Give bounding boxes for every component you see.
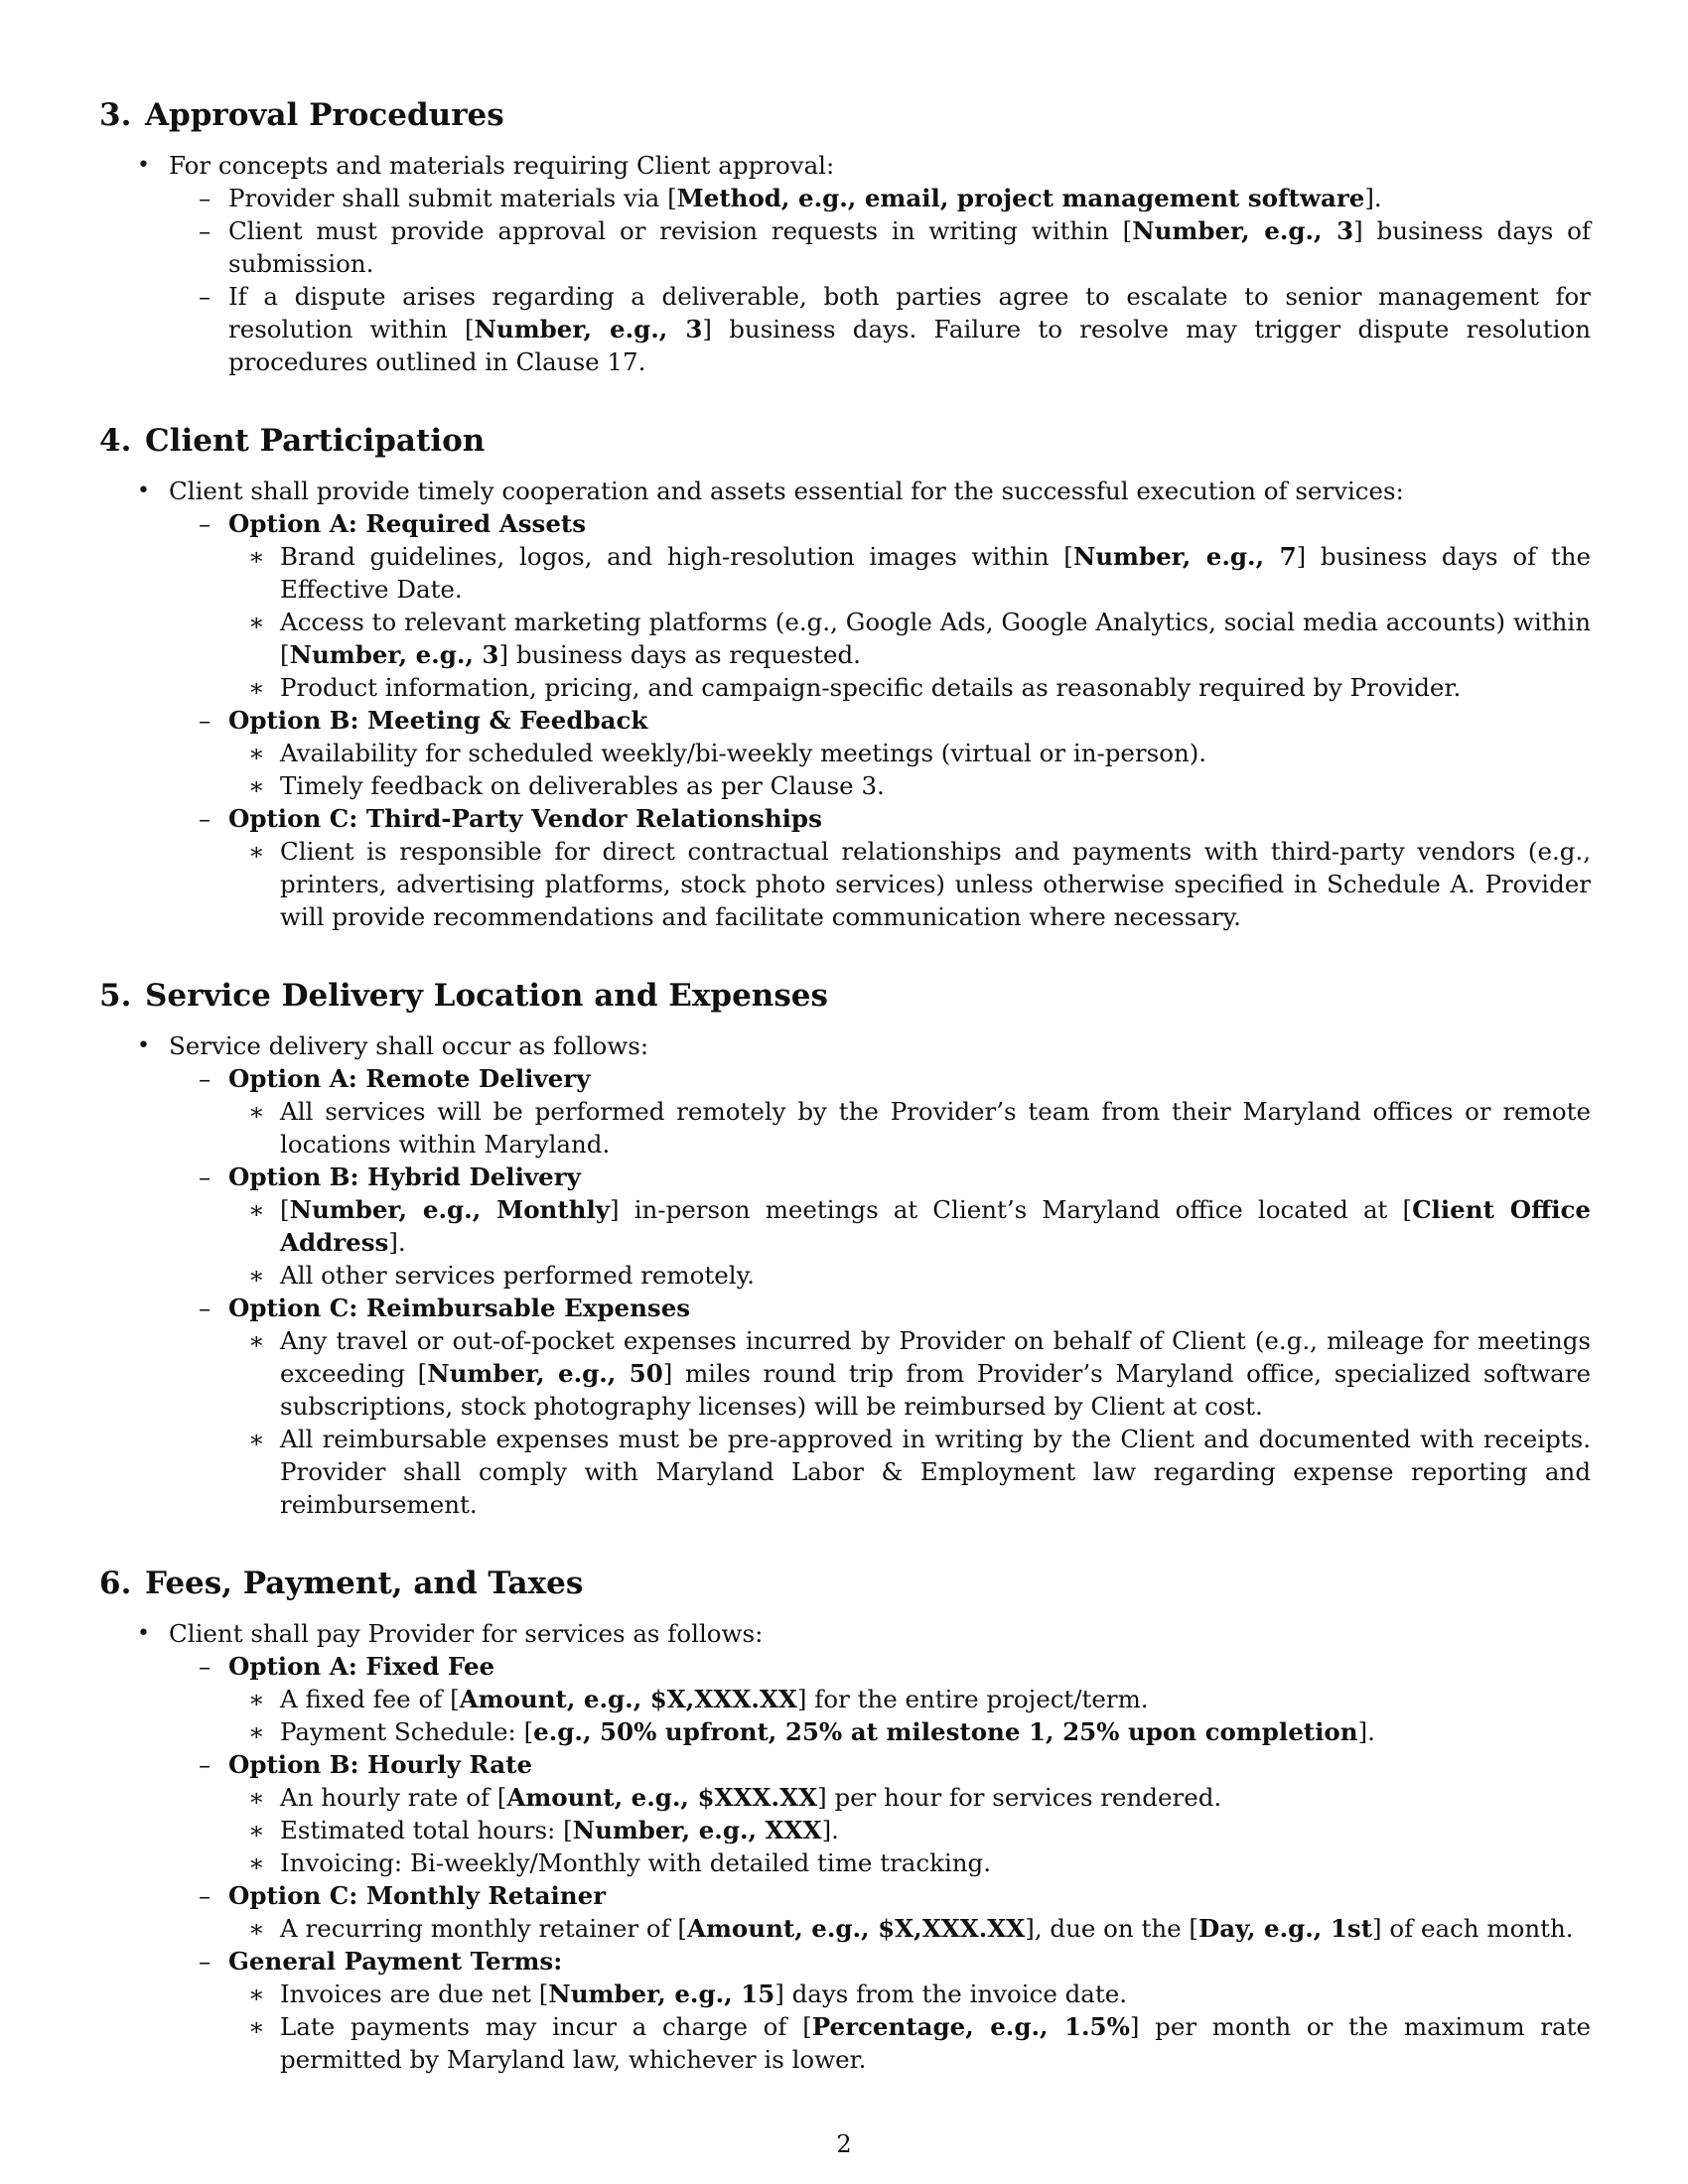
section-title: Fees, Payment, and Taxes (145, 1566, 584, 1601)
list-item: ∗ Late payments may incur a charge of [Percentage, e.g., 1.5%] per month or the maximum rate permitted by Maryland law, whichever is lower. (248, 2012, 1591, 2074)
list-item: ∗ Invoicing: Bi-weekly/Monthly with detailed time tracking. (248, 1848, 992, 1877)
asterisk-icon: ∗ (248, 1195, 265, 1224)
option-item: – Option A: Remote Delivery ∗ All services will be performed remotely by the Provider’s team from their Maryland offices or remote locations within Maryland. (99, 1062, 1591, 1160)
section-title: Approval Procedures (145, 97, 504, 133)
option-item: – Option A: Required Assets ∗ Brand guidelines, logos, and high-resolution images within [Number, e.g., 7] business days of the Effective Date. ∗ Access to relevant marketing platforms (e.g., Google Ads, Google Analytics, social media accounts) within [Number, e.g., 3] business days as requested. ∗ Product information, pricing, and campaign-specific details as reasonably required by Provider. (99, 507, 1591, 704)
asterisk-icon: ∗ (248, 771, 265, 800)
asterisk-icon: ∗ (248, 739, 265, 767)
list-item: • Client shall pay Provider for services as follows: – Option A: Fixed Fee ∗ A fixed fee of [Amount, e.g., $X,XXX.XX] for the entire project/term. ∗ Payment Schedule: [e.g., 50% upfront, 25% at milestone 1, 25% upon completion]. – Option B: Hourly Rate ∗ An hourly rate of [Amount, e.g., $XXX.XX] per hour for services rendered. ∗ Estimated total hours: [Number, e.g., XXX]. ∗ Invoicing: Bi-weekly/Monthly with detailed time tracking. – Option C: Monthly Retainer ∗ A recurring monthly retainer of [Amount, e.g., $X,XXX.XX], due on the [Day, e.g., 1st] of each month. – General Payment Terms: ∗ Invoices are due net [Number, e.g., 15] days from the invoice date. ∗ Late payments may incur a charge of [Percentage, e.g., 1.5%] per month or the maximum rate permitted by Maryland law, whichever is lower. (99, 1617, 1591, 2076)
list-item: ∗ Any travel or out-of-pocket expenses incurred by Provider on behalf of Client (e.g., mileage for meetings exceeding [Number, e.g., 50] miles round trip from Provider’s Maryland office, specialized software subscriptions, stock photography licenses) will be reimbursed by Client at cost. (248, 1326, 1591, 1421)
asterisk-icon: ∗ (248, 1717, 265, 1746)
list-item: – If a dispute arises regarding a deliverable, both parties agree to escalate to senior management for resolution within [Number, e.g., 3] business days. Failure to resolve may trigger dispute resolution procedures outlined in Clause 17. (199, 282, 1591, 376)
bullet-icon: • (137, 1621, 150, 1646)
list-item: ∗ A recurring monthly retainer of [Amount, e.g., $X,XXX.XX], due on the [Day, e.g., 1st] of each month. (248, 1914, 1574, 1943)
asterisk-icon: ∗ (248, 673, 265, 702)
asterisk-icon: ∗ (248, 1848, 265, 1877)
dash-icon: – (199, 1064, 211, 1093)
option-item: – Option B: Hourly Rate ∗ An hourly rate of [Amount, e.g., $XXX.XX] per hour for services rendered. ∗ Estimated total hours: [Number, e.g., XXX]. ∗ Invoicing: Bi-weekly/Monthly with detailed time tracking. (99, 1748, 1591, 1879)
asterisk-icon: ∗ (248, 2012, 265, 2041)
dash-icon: – (199, 282, 211, 311)
asterisk-icon: ∗ (248, 1261, 265, 1290)
list-item: ∗ [Number, e.g., Monthly] in-person meetings at Client’s Maryland office located at [Client Office Address]. (248, 1195, 1592, 1257)
list-item: – Client must provide approval or revision requests in writing within [Number, e.g., 3] business days of submission. (199, 216, 1591, 278)
asterisk-icon: ∗ (248, 1326, 265, 1355)
asterisk-icon: ∗ (248, 1097, 265, 1126)
option-item: – Option B: Hybrid Delivery ∗ [Number, e.g., Monthly] in-person meetings at Client’s Maryland office located at [Client Office Address]. ∗ All other services performed remotely. (99, 1160, 1591, 1292)
section-approval-procedures (99, 95, 1591, 378)
list-item: ∗ An hourly rate of [Amount, e.g., $XXX.XX] per hour for services rendered. (248, 1783, 1222, 1812)
bullet-icon: • (137, 478, 150, 503)
dash-icon: – (199, 706, 211, 735)
section-title: Service Delivery Location and Expenses (145, 978, 828, 1014)
dash-icon: – (199, 1750, 211, 1779)
list-item: ∗ Availability for scheduled weekly/bi-weekly meetings (virtual or in-person). (248, 739, 1207, 767)
page-number: 2 (836, 2130, 852, 2158)
list-item: ∗ All reimbursable expenses must be pre-approved in writing by the Client and documented with receipts. Provider shall comply with Maryland Labor & Employment law regarding expense reporting and reimbursement. (248, 1425, 1591, 1519)
asterisk-icon: ∗ (248, 542, 265, 571)
section-client-participation (99, 421, 1591, 933)
dash-icon: – (199, 509, 211, 538)
dash-icon: – (199, 804, 211, 833)
dash-icon: – (199, 1294, 211, 1322)
list-item: • For concepts and materials requiring Client approval: – Provider shall submit materials via [Method, e.g., email, project management software]. – Client must provide approval or revision requests in writing within [Number, e.g., 3] business days of submission. – If a dispute arises regarding a deliverable, both parties agree to escalate to senior management for resolution within [Number, e.g., 3] business days. Failure to resolve may trigger dispute resolution procedures outlined in Clause 17. (99, 149, 1591, 378)
option-item: – General Payment Terms: ∗ Invoices are due net [Number, e.g., 15] days from the invoice date. ∗ Late payments may incur a charge of [Percentage, e.g., 1.5%] per month or the maximum rate permitted by Maryland law, whichever is lower. (99, 1945, 1591, 2076)
asterisk-icon: ∗ (248, 1685, 265, 1713)
list-item: ∗ Access to relevant marketing platforms (e.g., Google Ads, Google Analytics, social media accounts) within [Number, e.g., 3] business days as requested. (248, 608, 1591, 669)
list-item: • Client shall provide timely cooperation and assets essential for the successful execution of services: – Option A: Required Assets ∗ Brand guidelines, logos, and high-resolution images within [Number, e.g., 7] business days of the Effective Date. ∗ Access to relevant marketing platforms (e.g., Google Ads, Google Analytics, social media accounts) within [Number, e.g., 3] business days as requested. ∗ Product information, pricing, and campaign-specific details as reasonably required by Provider. – Option B: Meeting & Feedback ∗ Availability for scheduled weekly/bi-weekly meetings (virtual or in-person). ∗ Timely feedback on deliverables as per Clause 3. – Option C: Third-Party Vendor Relationships ∗ Client is responsible for direct contractual relationships and payments with third-party vendors (e.g., printers, advertising platforms, stock photo services) unless otherwise specified in Schedule A. Provider will provide recommendations and facilitate communication where necessary. (99, 475, 1591, 933)
asterisk-icon: ∗ (248, 1979, 265, 2008)
document-page (99, 95, 1591, 2118)
section-heading (99, 1564, 1591, 1603)
asterisk-icon: ∗ (248, 1425, 265, 1453)
list-item: ∗ Payment Schedule: [e.g., 50% upfront, 25% at milestone 1, 25% upon completion]. (248, 1717, 1375, 1746)
asterisk-icon: ∗ (248, 608, 265, 636)
dash-icon: – (199, 184, 211, 212)
list-item: ∗ Product information, pricing, and campaign-specific details as reasonably required by Provider. (248, 673, 1462, 702)
list-item: ∗ All other services performed remotely. (248, 1261, 755, 1290)
list-item: ∗ Client is responsible for direct contractual relationships and payments with third-party vendors (e.g., printers, advertising platforms, stock photo services) unless otherwise specified in Schedule A. Provider will provide recommendations and facilitate communication where necessary. (248, 837, 1591, 931)
section-heading (99, 95, 1591, 135)
dash-icon: – (199, 1881, 211, 1910)
asterisk-icon: ∗ (248, 837, 265, 866)
option-item: – Option A: Fixed Fee ∗ A fixed fee of [Amount, e.g., $X,XXX.XX] for the entire project/term. ∗ Payment Schedule: [e.g., 50% upfront, 25% at milestone 1, 25% upon completion]. (99, 1650, 1591, 1748)
section-number: 3. (99, 97, 132, 133)
list-item: ∗ Estimated total hours: [Number, e.g., XXX]. (248, 1816, 839, 1844)
section-number: 4. (99, 423, 132, 459)
bullet-icon: • (137, 1033, 150, 1058)
section-number: 5. (99, 978, 132, 1014)
dash-icon: – (199, 216, 211, 245)
section-number: 6. (99, 1566, 132, 1601)
list-item: ∗ A fixed fee of [Amount, e.g., $X,XXX.XX] for the entire project/term. (248, 1685, 1149, 1713)
list-item: ∗ All services will be performed remotely by the Provider’s team from their Maryland offices or remote locations within Maryland. (248, 1097, 1591, 1159)
section-heading (99, 976, 1591, 1016)
list-item: • Service delivery shall occur as follows: – Option A: Remote Delivery ∗ All services will be performed remotely by the Provider’s team from their Maryland offices or remote locations within Maryland. – Option B: Hybrid Delivery ∗ [Number, e.g., Monthly] in-person meetings at Client’s Maryland office located at [Client Office Address]. ∗ All other services performed remotely. – Option C: Reimbursable Expenses ∗ Any travel or out-of-pocket expenses incurred by Provider on behalf of Client (e.g., mileage for meetings exceeding [Number, e.g., 50] miles round trip from Provider’s Maryland office, specialized software subscriptions, stock photography licenses) will be reimbursed by Client at cost. ∗ All reimbursable expenses must be pre-approved in writing by the Client and documented with receipts. Provider shall comply with Maryland Labor & Employment law regarding expense reporting and reimbursement. (99, 1029, 1591, 1521)
asterisk-icon: ∗ (248, 1816, 265, 1844)
dash-icon: – (199, 1947, 211, 1976)
option-item: – Option C: Monthly Retainer ∗ A recurring monthly retainer of [Amount, e.g., $X,XXX.XX], due on the [Day, e.g., 1st] of each month. (99, 1879, 1591, 1945)
bullet-icon: • (137, 153, 150, 178)
list-item: ∗ Brand guidelines, logos, and high-resolution images within [Number, e.g., 7] business days of the Effective Date. (248, 542, 1592, 604)
list-item: ∗ Timely feedback on deliverables as per Clause 3. (248, 771, 885, 800)
asterisk-icon: ∗ (248, 1914, 265, 1943)
section-title: Client Participation (145, 423, 486, 459)
option-item: – Option C: Third-Party Vendor Relationships ∗ Client is responsible for direct contractual relationships and payments with third-party vendors (e.g., printers, advertising platforms, stock photo services) unless otherwise specified in Schedule A. Provider will provide recommendations and facilitate communication where necessary. (99, 802, 1591, 933)
list-item: ∗ Invoices are due net [Number, e.g., 15] days from the invoice date. (248, 1979, 1128, 2008)
section-fees-payment (99, 1564, 1591, 2076)
option-item: – Option B: Meeting & Feedback ∗ Availability for scheduled weekly/bi-weekly meetings (virtual or in-person). ∗ Timely feedback on deliverables as per Clause 3. (99, 704, 1591, 802)
section-service-delivery (99, 976, 1591, 1521)
section-heading (99, 421, 1591, 461)
dash-icon: – (199, 1162, 211, 1191)
option-item: – Option C: Reimbursable Expenses ∗ Any travel or out-of-pocket expenses incurred by Provider on behalf of Client (e.g., mileage for meetings exceeding [Number, e.g., 50] miles round trip from Provider’s Maryland office, specialized software subscriptions, stock photography licenses) will be reimbursed by Client at cost. ∗ All reimbursable expenses must be pre-approved in writing by the Client and documented with receipts. Provider shall comply with Maryland Labor & Employment law regarding expense reporting and reimbursement. (99, 1292, 1591, 1521)
dash-icon: – (199, 1652, 211, 1681)
list-item: – Provider shall submit materials via [Method, e.g., email, project management software]. (199, 184, 1382, 212)
asterisk-icon: ∗ (248, 1783, 265, 1812)
